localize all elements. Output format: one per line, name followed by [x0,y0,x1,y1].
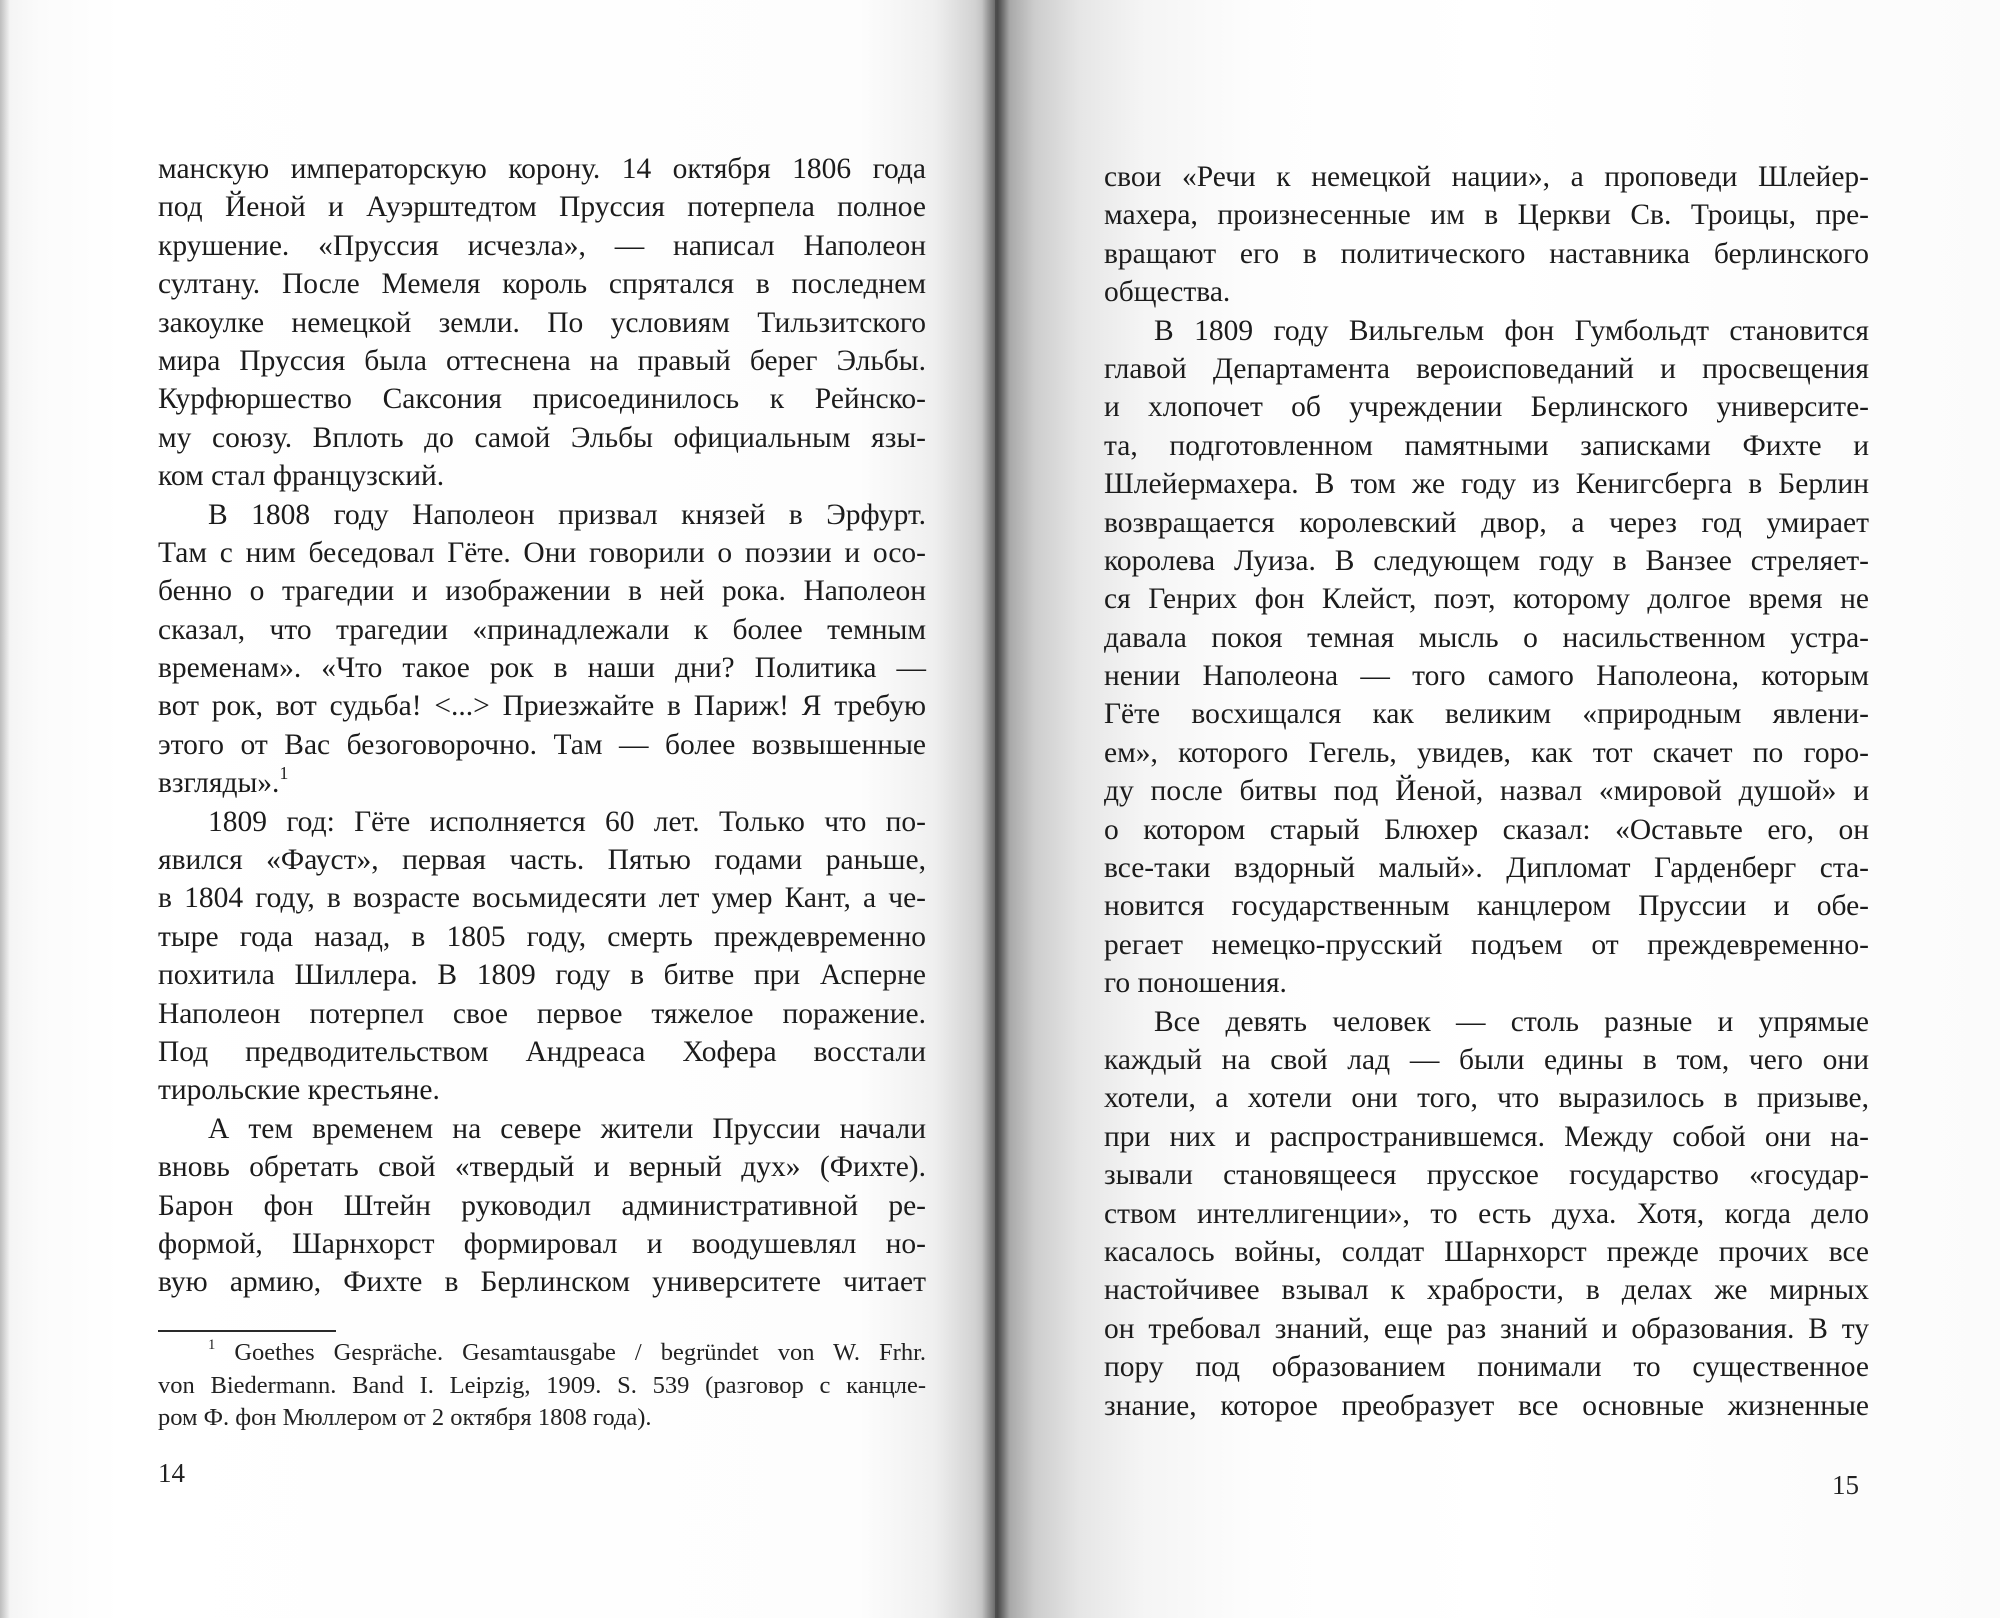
text-line: го поношения. [1104,967,1287,1000]
text-line: Барон фон Штейн руководил административной ре- [158,1189,926,1222]
text-line: та, подготовленном памятными записками Фихте и [1104,429,1869,462]
text-line: регает немецко-прусский подъем от преждевременно- [1104,928,1869,961]
text-line: мира Пруссия была оттеснена на правый берег Эльбы. [158,344,926,377]
text-line: новится государственным канцлером Пруссии и обе- [1104,890,1869,923]
text-line: формой, Шарнхорст формировал и воодушевлял но- [158,1227,926,1260]
footnote-text: Goethes Gespräche. Gesamtausgabe / begründet von W. Frhr. [234,1339,926,1366]
text-line: давала покоя темная мысль о насильственном устра- [1104,621,1869,654]
text-line: и хлопочет об учреждении Берлинского университе- [1104,391,1869,424]
text-line: махера, произнесенные им в Церкви Св. Троицы, пре- [1104,199,1869,232]
text-line: Гёте восхищался как великим «природным явлени- [1104,698,1869,731]
footnote-separator [158,1330,336,1332]
text-line: хотели, а хотели они того, что выразилось в призыве, [1104,1082,1869,1115]
right-page-body [1104,158,1869,1425]
text-line: вращают его в политического наставника берлинского [1104,237,1869,270]
footnote [158,1337,926,1435]
right-page [995,0,2000,1618]
text-line: ем», которого Гегель, увидев, как тот скачет по горо- [1104,736,1869,769]
text-line: свои «Речи к немецкой нации», а проповеди Шлейер- [1104,161,1869,193]
left-page-body [158,150,926,1302]
text-line: закоулке немецкой земли. По условиям Тильзитского [158,306,926,339]
text-line: под Йеной и Ауэрштедтом Пруссия потерпела полное [158,191,926,224]
footnote-line [158,1337,926,1370]
text-line: ся Генрих фон Клейст, поэт, которому долгое время не [1104,583,1869,616]
text-line: вую армию, Фихте в Берлинском университете читает [158,1266,926,1299]
page-number-right: 15 [1832,1470,1859,1500]
text-line: бенно о трагедии и изображении в ней рока. Наполеон [158,575,926,608]
text-line: Наполеон потерпел свое первое тяжелое поражение. [158,997,926,1030]
text-line: вот рок, вот судьба! <...> Приезжайте в Париж! Я требую [158,690,926,723]
footnote-marker: 1 [208,1336,216,1353]
text-line: явился «Фауст», первая часть. Пятью годами раньше, [158,844,926,877]
text-line: при них и распространившемся. Между собой они на- [1104,1120,1869,1153]
text-line: тыре года назад, в 1805 году, смерть преждевременно [158,920,926,953]
text-line: в 1804 году, в возрасте восьмидесяти лет умер Кант, а че- [158,882,926,915]
text-line: ком стал французский. [158,460,445,493]
text-line: о котором старый Блюхер сказал: «Оставьте его, он [1104,813,1869,846]
page-number-left: 14 [158,1458,185,1488]
text-line: тирольские крестьяне. [158,1074,440,1107]
text-line: ством интеллигенции», то есть духа. Хотя, когда дело [1104,1197,1869,1230]
text-line: 1809 год: Гёте исполняется 60 лет. Только что по- [208,805,926,838]
text-line-with-footnote-ref [158,764,926,802]
footnote-reference[interactable]: 1 [279,762,289,783]
text-line: му союзу. Вплоть до самой Эльбы официальным язы- [158,421,926,454]
text-line: ду после битвы под Йеной, назвал «мировой душой» и [1104,775,1869,808]
text-line: все-таки вздорный малый». Дипломат Гарденберг ста- [1104,852,1869,885]
footnote-line: ром Ф. фон Мюллером от 2 октября 1808 года). [158,1404,652,1431]
left-page [0,0,995,1618]
book-gutter-shadow [982,0,1010,1618]
text-line: султану. После Мемеля король спрятался в последнем [158,268,926,301]
text-line: королева Луиза. В следующем году в Ванзее стреляет- [1104,544,1869,577]
text-line: он требовал знаний, еще раз знаний и образования. В ту [1104,1312,1869,1345]
text-line: Шлейермахера. В том же году из Кенигсберга в Берлин [1104,468,1869,501]
text-line: похитила Шиллера. В 1809 году в битве при Асперне [158,959,926,992]
text-fragment: взгляды». [158,767,280,800]
text-line: Все девять человек — столь разные и упрямые [1154,1005,1869,1038]
text-line: сказал, что трагедии «принадлежали к более темным [158,613,926,646]
text-line: временам». «Что такое рок в наши дни? Политика — [158,652,926,685]
text-line: главой Департамента вероисповеданий и просвещения [1104,352,1869,385]
text-line: зывали становящееся прусское государство «государ- [1104,1159,1869,1192]
text-line: В 1809 году Вильгельм фон Гумбольдт становится [1154,314,1869,347]
text-line: В 1808 году Наполеон призвал князей в Эрфурт. [208,498,926,531]
text-line: Под предводительством Андреаса Хофера восстали [158,1035,926,1068]
text-line: нении Наполеона — того самого Наполеона, которым [1104,660,1869,693]
text-line: Там с ним беседовал Гёте. Они говорили о поэзии и осо- [158,536,926,569]
text-line: настойчивее взывал к храбрости, в делах же мирных [1104,1274,1869,1307]
text-line: знание, которое преобразует все основные жизненные [1104,1389,1869,1422]
footnote-line: von Biedermann. Band I. Leipzig, 1909. S. 539 (разговор с канцле- [158,1371,926,1399]
text-line: возвращается королевский двор, а через год умирает [1104,506,1869,539]
text-line: А тем временем на севере жители Пруссии начали [208,1112,926,1145]
page-edge-shadow [0,0,10,1618]
text-line: касалось войны, солдат Шарнхорст прежде прочих все [1104,1235,1869,1268]
text-line: каждый на свой лад — были едины в том, чего они [1104,1043,1869,1076]
text-line: этого от Вас безоговорочно. Там — более возвышенные [158,728,926,761]
text-line: крушение. «Пруссия исчезла», — написал Наполеон [158,229,926,262]
text-line: вновь обретать свой «твердый и верный дух» (Фихте). [158,1151,926,1184]
text-line: Курфюршество Саксония присоединилось к Рейнско- [158,383,926,416]
text-line: манскую императорскую корону. 14 октября 1806 года [158,153,926,185]
text-line: пору под образованием понимали то существенное [1104,1351,1869,1384]
text-line: общества. [1104,276,1231,309]
